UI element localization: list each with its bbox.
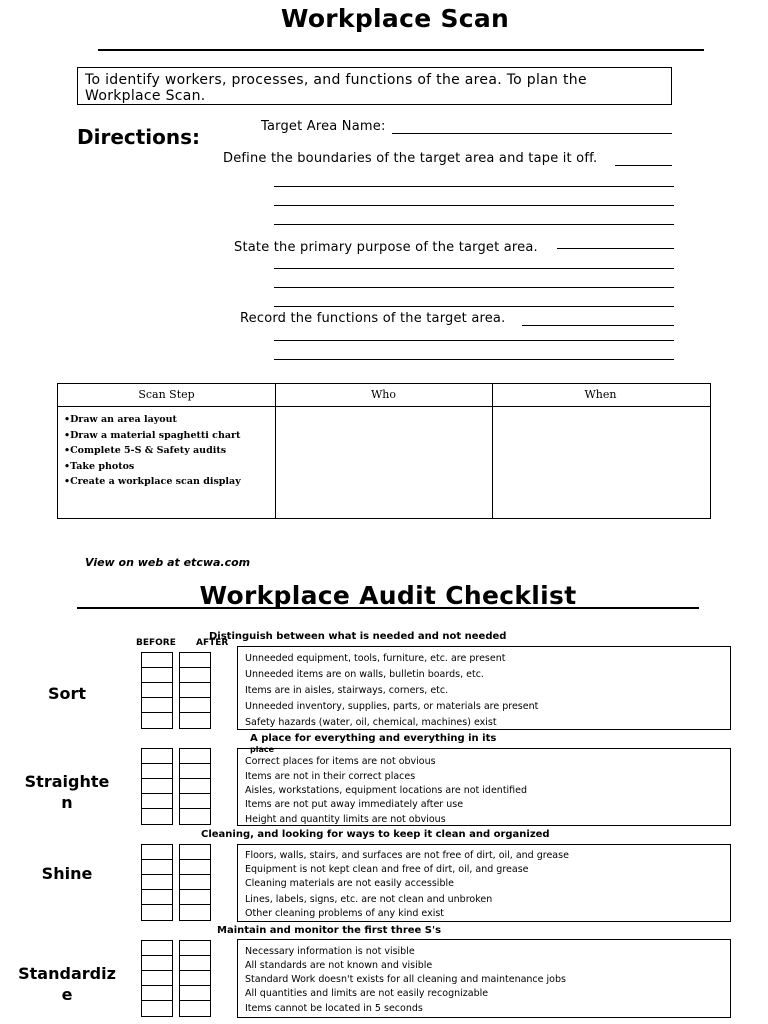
checkbox[interactable]	[142, 905, 172, 920]
audit-title: Workplace Audit Checklist	[199, 581, 577, 610]
checkbox[interactable]	[180, 1001, 210, 1016]
checkbox[interactable]	[142, 713, 172, 728]
checkbox[interactable]	[180, 905, 210, 920]
straighten-label	[20, 771, 114, 813]
list-item: Unneeded inventory, supplies, parts, or materials are present	[245, 701, 539, 712]
category-line-2: n	[61, 793, 73, 812]
shine-after-checkboxes[interactable]	[179, 844, 211, 921]
checkbox[interactable]	[142, 860, 172, 875]
category-line-1: Standardiz	[18, 964, 116, 983]
title-underline	[98, 49, 704, 51]
shine-before-checkboxes[interactable]	[141, 844, 173, 921]
checkbox[interactable]	[142, 749, 172, 764]
list-item: Items are not in their correct places	[245, 771, 416, 782]
functions-line[interactable]	[274, 340, 674, 341]
checkbox[interactable]	[180, 764, 210, 779]
checkbox[interactable]	[142, 956, 172, 971]
boundaries-line[interactable]	[274, 224, 674, 225]
checkbox[interactable]	[180, 683, 210, 698]
checkbox[interactable]	[180, 794, 210, 809]
when-cell[interactable]	[493, 407, 708, 517]
checkbox[interactable]	[180, 779, 210, 794]
list-item: •Draw an area layout	[64, 414, 177, 425]
list-item: Cleaning materials are not easily accessible	[245, 878, 454, 889]
purpose-line[interactable]	[557, 248, 674, 249]
checkbox[interactable]	[180, 941, 210, 956]
checkbox[interactable]	[180, 986, 210, 1001]
table-header-who: Who	[370, 388, 396, 401]
checkbox[interactable]	[180, 956, 210, 971]
list-item: Safety hazards (water, oil, chemical, machines) exist	[245, 717, 497, 728]
checkbox[interactable]	[180, 845, 210, 860]
checkbox[interactable]	[180, 749, 210, 764]
record-functions-label: Record the functions of the target area.	[240, 311, 506, 326]
boundaries-line[interactable]	[274, 186, 674, 187]
list-item: •Complete 5-S & Safety audits	[64, 445, 227, 456]
checkbox[interactable]	[142, 845, 172, 860]
shine-subhead: Cleaning, and looking for ways to keep it clean and organized	[201, 829, 550, 840]
checkbox[interactable]	[142, 809, 172, 824]
standardize-subhead: Maintain and monitor the first three S's	[217, 925, 442, 936]
define-boundaries-label: Define the boundaries of the target area and tape it off.	[223, 151, 598, 166]
checkbox[interactable]	[180, 890, 210, 905]
checkbox[interactable]	[142, 764, 172, 779]
primary-purpose-label: State the primary purpose of the target area.	[234, 240, 538, 255]
audit-title-underline	[77, 607, 699, 609]
purpose-line-1: To identify workers, processes, and functions of the area. To plan the	[85, 72, 587, 88]
list-item: Aisles, workstations, equipment locations are not identified	[245, 785, 528, 796]
list-item: All quantities and limits are not easily recognizable	[245, 988, 489, 999]
list-item: •Create a workplace scan display	[64, 476, 241, 487]
straighten-before-checkboxes[interactable]	[141, 748, 173, 825]
list-item: All standards are not known and visible	[245, 960, 433, 971]
checkbox[interactable]	[180, 653, 210, 668]
checkbox[interactable]	[142, 653, 172, 668]
list-item: Items are not put away immediately after use	[245, 799, 464, 810]
list-item: Items cannot be located in 5 seconds	[245, 1003, 423, 1014]
checkbox[interactable]	[180, 809, 210, 824]
list-item: Floors, walls, stairs, and surfaces are not free of dirt, oil, and grease	[245, 850, 569, 861]
scan-title: Workplace Scan	[280, 4, 510, 33]
list-item: Unneeded items are on walls, bulletin boards, etc.	[245, 669, 484, 680]
checkbox[interactable]	[180, 713, 210, 728]
purpose-line[interactable]	[274, 306, 674, 307]
list-item: •Take photos	[64, 460, 135, 472]
list-item: Correct places for items are not obvious	[245, 756, 436, 767]
list-item: Height and quantity limits are not obvious	[245, 814, 446, 825]
list-item: Unneeded equipment, tools, furniture, etc. are present	[245, 653, 506, 664]
checkbox[interactable]	[142, 1001, 172, 1016]
checkbox[interactable]	[142, 794, 172, 809]
list-item: Necessary information is not visible	[245, 946, 415, 957]
checkbox[interactable]	[142, 986, 172, 1001]
checkbox[interactable]	[142, 971, 172, 986]
scan-step-table	[57, 383, 711, 519]
purpose-line-2: Workplace Scan.	[85, 88, 206, 104]
checkbox[interactable]	[180, 875, 210, 890]
standardize-before-checkboxes[interactable]	[141, 940, 173, 1017]
checkbox[interactable]	[142, 890, 172, 905]
standardize-label	[14, 963, 120, 1005]
checkbox[interactable]	[142, 668, 172, 683]
purpose-box	[77, 67, 672, 105]
who-cell[interactable]	[276, 407, 491, 517]
list-item: Equipment is not kept clean and free of dirt, oil, and grease	[245, 864, 529, 875]
target-area-line[interactable]	[392, 133, 672, 134]
category-line-2: e	[61, 985, 73, 1004]
checkbox[interactable]	[142, 698, 172, 713]
subhead-line-1: A place for everything and everything in its	[250, 733, 497, 744]
category-line-1: Straighte	[24, 772, 110, 791]
sort-before-checkboxes[interactable]	[141, 652, 173, 729]
purpose-line[interactable]	[274, 268, 674, 269]
table-header-scan-step: Scan Step	[138, 388, 195, 401]
checkbox[interactable]	[180, 668, 210, 683]
scan-steps-list	[64, 412, 241, 490]
checkbox[interactable]	[142, 683, 172, 698]
table-header-when: When	[584, 388, 617, 401]
functions-line[interactable]	[522, 325, 674, 326]
list-item: Lines, labels, signs, etc. are not clean and unbroken	[245, 894, 493, 905]
checkbox[interactable]	[142, 941, 172, 956]
after-label: AFTER	[196, 638, 229, 648]
list-item: Standard Work doesn't exists for all cleaning and maintenance jobs	[245, 974, 566, 985]
before-label: BEFORE	[136, 638, 176, 648]
checkbox[interactable]	[142, 875, 172, 890]
directions-label: Directions:	[77, 125, 201, 149]
list-item: Items are in aisles, stairways, corners, etc.	[245, 685, 449, 696]
checkbox[interactable]	[180, 860, 210, 875]
straighten-after-checkboxes[interactable]	[179, 748, 211, 825]
purpose-line[interactable]	[274, 287, 674, 288]
boundaries-line[interactable]	[615, 165, 672, 166]
list-item: •Draw a material spaghetti chart	[64, 429, 241, 441]
subhead-line-2: place	[250, 745, 275, 754]
standardize-items-box	[237, 939, 731, 1018]
checkbox[interactable]	[142, 779, 172, 794]
list-item: Other cleaning problems of any kind exist	[245, 908, 445, 919]
shine-items-box	[237, 844, 731, 922]
sort-items-box	[237, 646, 731, 730]
web-note: View on web at etcwa.com	[85, 556, 251, 569]
standardize-after-checkboxes[interactable]	[179, 940, 211, 1017]
sort-label: Sort	[47, 684, 87, 703]
boundaries-line[interactable]	[274, 205, 674, 206]
shine-label: Shine	[41, 864, 93, 883]
checkbox[interactable]	[180, 698, 210, 713]
sort-after-checkboxes[interactable]	[179, 652, 211, 729]
target-area-label: Target Area Name:	[261, 119, 386, 134]
checkbox[interactable]	[180, 971, 210, 986]
sort-subhead: Distinguish between what is needed and not needed	[209, 631, 507, 642]
functions-line[interactable]	[274, 359, 674, 360]
straighten-items-box	[237, 748, 731, 826]
